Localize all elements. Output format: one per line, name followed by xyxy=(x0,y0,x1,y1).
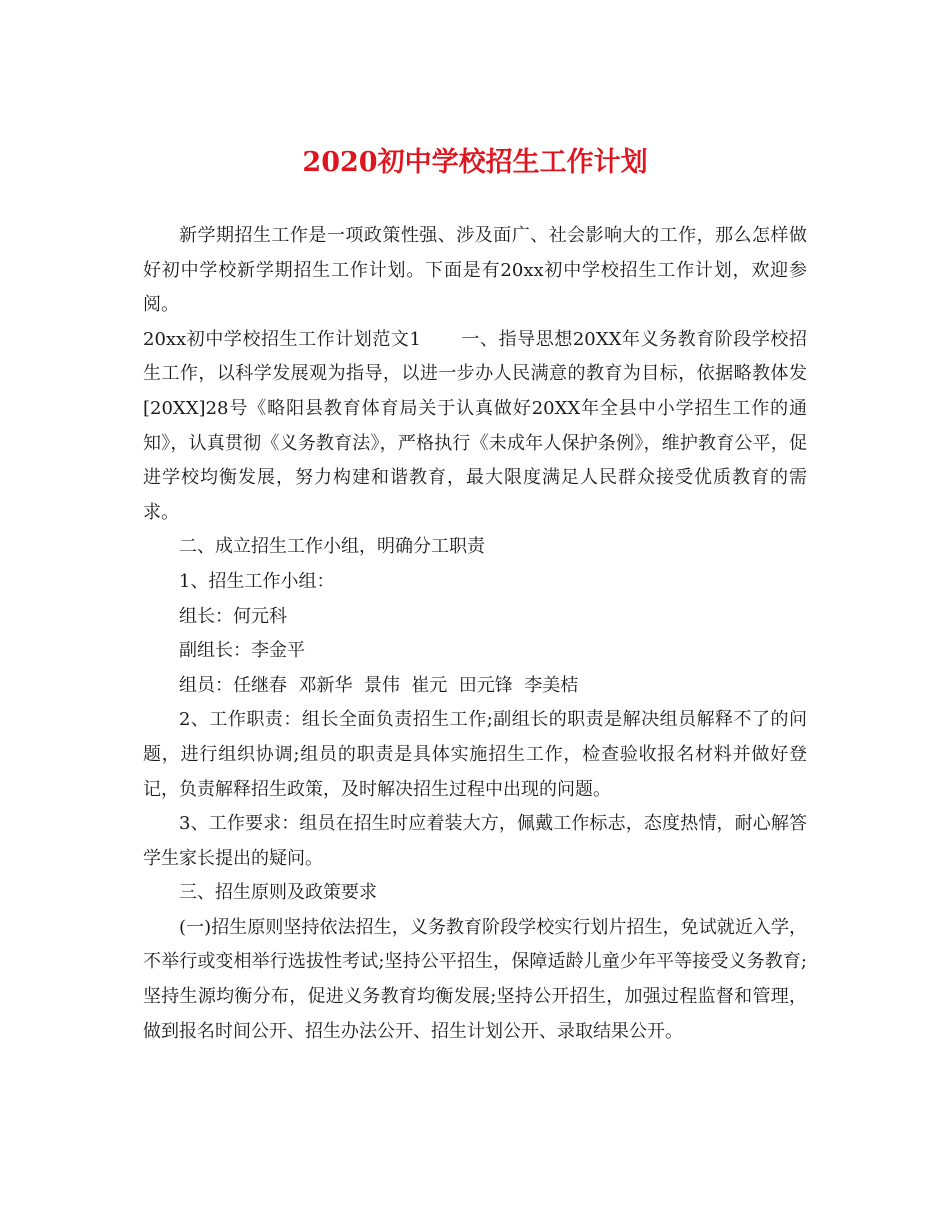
principles-paragraph: (一)招生原则坚持依法招生，义务教育阶段学校实行划片招生，免试就近入学，不举行或变相举行选拔性考试;坚持公平招生，保障适龄儿童少年平等接受义务教育;坚持生源均衡分布，促进义务教育均衡发展;坚持公开招生，加强过程监督和管理，做到报名时间公开、招生办法公开、招生计划公开、录取结果公开。 xyxy=(143,916,807,1042)
document-body xyxy=(143,219,807,1049)
intro-paragraph: 新学期招生工作是一项政策性强、涉及面广、社会影响大的工作，那么怎样做好初中学校新学期招生工作计划。下面是有20xx初中学校招生工作计划，欢迎参阅。 xyxy=(143,225,807,316)
guiding-paragraph xyxy=(143,323,807,531)
requirements-paragraph: 3、工作要求：组员在招生时应着装大方，佩戴工作标志，态度热情，耐心解答学生家长提出的疑问。 xyxy=(143,813,807,869)
section-heading-3: 三、招生原则及政策要求 xyxy=(179,882,377,904)
guiding-text: 一、指导思想20XX年义务教育阶段学校招生工作，以科学发展观为指导，以进一步办人民满意的教育为目标，依据略教体发[20XX]28号《略阳县教育体育局关于认真做好20XX年全县中小学招生工作的通知》，认真贯彻《义务教育法》，严格执行《未成年人保护条例》，维护教育公平，促进学校均衡发展，努力构建和谐教育，最大限度满足人民群众接受优质教育的需求。 xyxy=(143,328,807,523)
leader-line: 组长：何元科 xyxy=(179,605,287,627)
group-heading: 1、招生工作小组： xyxy=(179,570,335,592)
duties-paragraph: 2、工作职责：组长全面负责招生工作;副组长的职责是解决组员解释不了的问题，进行组织协调;组员的职责是具体实施招生工作，检查验收报名材料并做好登记，负责解释招生政策，及时解决招生过程中出现的问题。 xyxy=(143,709,807,800)
deputy-line: 副组长：李金平 xyxy=(179,640,305,662)
sample-heading: 20xx初中学校招生工作计划范文1 xyxy=(143,328,421,350)
document-title: 2020初中学校招生工作计划 xyxy=(302,147,648,178)
members-line: 组员：任继春 邓新华 景伟 崔元 田元锋 李美桔 xyxy=(179,674,579,696)
section-heading-2: 二、成立招生工作小组，明确分工职责 xyxy=(179,536,485,558)
